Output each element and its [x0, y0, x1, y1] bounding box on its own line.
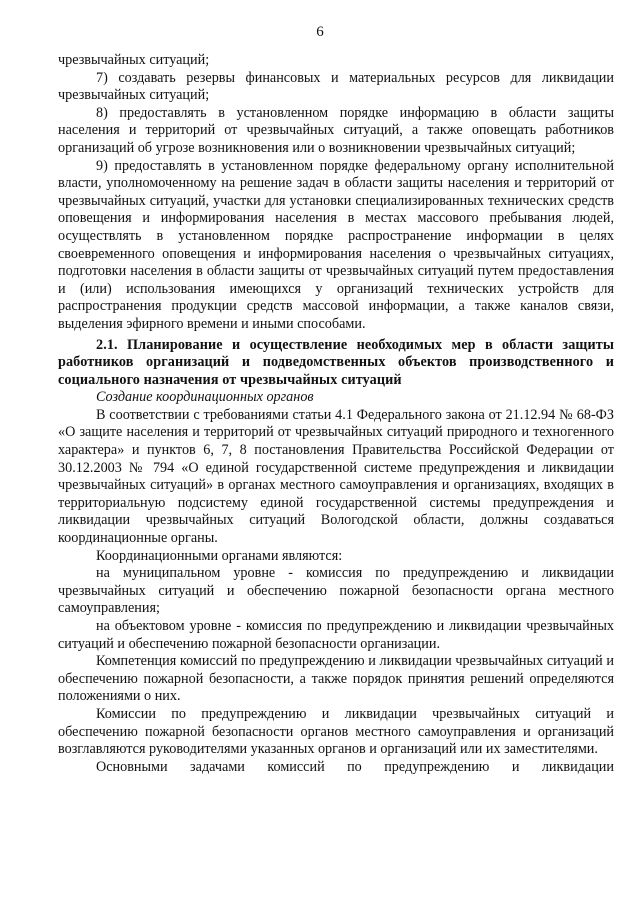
- paragraph-continuation: чрезвычайных ситуаций;: [58, 52, 210, 68]
- paragraph-coordinating-bodies: Координационными органами являются:: [96, 547, 343, 564]
- section-subheading: Создание координационных органов: [96, 389, 314, 406]
- page-number: 6: [316, 24, 324, 40]
- paragraph-object-level: на объектовом уровне - комиссия по предупреждению и ликвидации чрезвычайных ситуаций и обеспечению пожарной безопасности организации.: [58, 618, 614, 652]
- paragraph-competence: Компетенция комиссий по предупреждению и ликвидации чрезвычайных ситуаций и обеспечению пожарной безопасности, а также порядок принятия решений определяются положениями о них.: [58, 653, 614, 705]
- list-item-9: 9) предоставлять в установленном порядке федеральному органу исполнительной власти, уполномоченному на решение задач в области защиты населения и территорий от чрезвычайных ситуаций, участки для установки специализированных технических средств оповещения и информирования населения в местах массового пребывания людей, осуществлять в установленном порядке распространение информации в целях своевременного оповещения и информирования населения о чрезвычайных ситуациях, подготовки населения в области защиты от чрезвычайных ситуаций путем предоставления и (или) использования имеющихся у организаций технических устройств для распространения продукции средств массовой информации, а также каналов связи, выделения эфирного времени и иными способами.: [58, 157, 614, 332]
- paragraph-municipal-level: на муниципальном уровне - комиссия по предупреждению и ликвидации чрезвычайных ситуаций и обеспечению пожарной безопасности органа местного самоуправления;: [58, 565, 614, 617]
- paragraph-main-tasks: Основными задачами комиссий по предупреждению и ликвидации: [96, 758, 614, 775]
- document-body: [58, 52, 614, 776]
- paragraph-legal-basis: В соответствии с требованиями статьи 4.1 Федерального закона от 21.12.94 № 68-ФЗ «О защите населения и территорий от чрезвычайных ситуаций природного и техногенного характера» и пунктов 6, 7, 8 постановления Правительства Российской Федерации от 30.12.2003 № 794 «О единой государственной системе предупреждения и ликвидации чрезвычайных ситуаций» в органах местного самоуправления и организациях, входящих в территориальную подсистему единой государственной системы предупреждения и ликвидации чрезвычайных ситуаций Вологодской области, должны создаваться координационные органы.: [58, 406, 614, 547]
- section-heading: 2.1. Планирование и осуществление необходимых мер в области защиты работников организаций и подведомственных объектов производственного и социального назначения от чрезвычайных ситуаций: [58, 336, 614, 388]
- list-item-8: 8) предоставлять в установленном порядке информацию в области защиты населения и территорий от чрезвычайных ситуаций, а также оповещать работников организаций об угрозе возникновения или о возникновении чрезвычайных ситуаций;: [58, 104, 614, 156]
- list-item-7: 7) создавать резервы финансовых и материальных ресурсов для ликвидации чрезвычайных ситуаций;: [58, 69, 614, 104]
- paragraph-commission-heads: Комиссии по предупреждению и ликвидации чрезвычайных ситуаций и обеспечению пожарной безопасности органов местного самоуправления и организаций возглавляются руководителями указанных органов и организаций или их заместителями.: [58, 705, 614, 758]
